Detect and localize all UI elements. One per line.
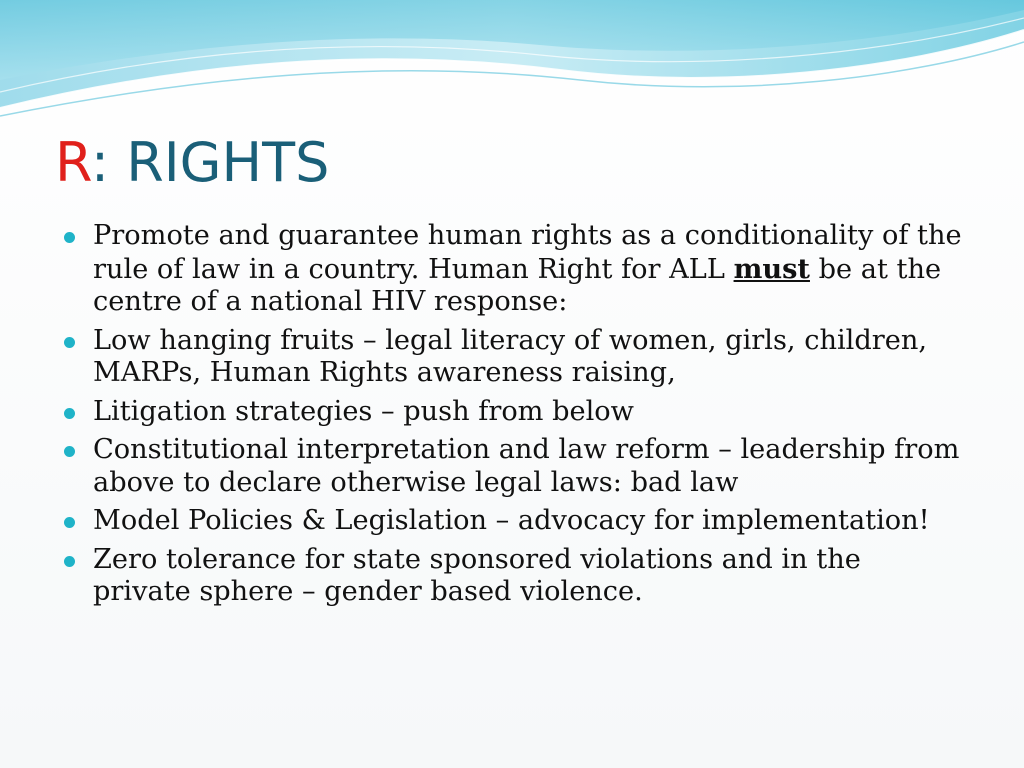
bullet-text: Promote and guarantee human rights as a conditionality of the rule of law in a country. Human Right for ALL [93, 220, 962, 285]
slide-title [55, 128, 329, 198]
bullet-item [62, 505, 962, 538]
bullet-list [62, 220, 962, 615]
bullet-item [62, 544, 962, 609]
header-wave-decoration [0, 0, 1024, 120]
bullet-text: Low hanging fruits – legal literacy of women, girls, children, MARPs, Human Rights awareness raising, [93, 324, 927, 388]
bullet-item [62, 325, 962, 390]
bullet-dot-icon [64, 556, 75, 567]
bullet-dot-icon [64, 232, 75, 243]
bullet-text-after: be at the centre of a national HIV response: [93, 253, 942, 317]
bullet-item [62, 220, 962, 319]
bullet-dot-icon [64, 517, 75, 528]
bullet-text: Zero tolerance for state sponsored violations and in the private sphere – gender based violence. [93, 543, 861, 607]
bullet-text: Model Policies & Legislation – advocacy for implementation! [93, 505, 930, 536]
title-text: : RIGHTS [90, 131, 330, 194]
bullet-text: Constitutional interpretation and law reform – leadership from above to declare otherwise legal laws: bad law [93, 434, 960, 498]
bullet-dot-icon [64, 337, 75, 348]
title-letter: R [55, 131, 91, 194]
bullet-dot-icon [64, 446, 75, 457]
bullet-text: Litigation strategies – push from below [93, 395, 634, 427]
bullet-dot-icon [64, 408, 75, 419]
bullet-emphasis: must [733, 252, 810, 285]
bullet-item [62, 434, 962, 499]
bullet-item [62, 396, 962, 429]
